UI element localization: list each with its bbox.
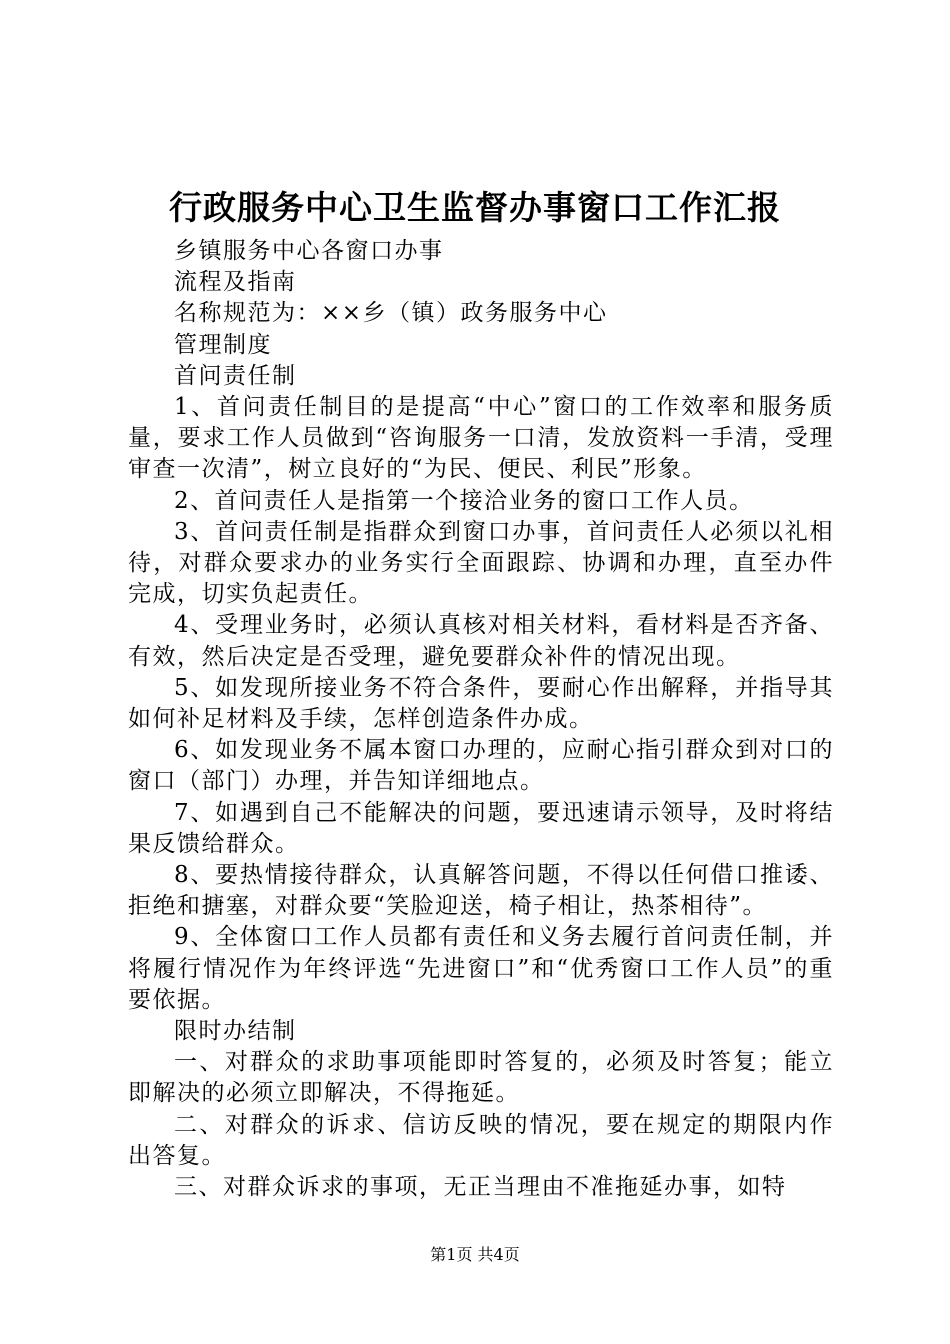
paragraph: 9、全体窗口工作人员都有责任和义务去履行首问责任制，并将履行情况作为年终评选“先进窗口”和“优秀窗口工作人员”的重要依据。 (128, 924, 834, 1013)
section-heading-time-limit: 限时办结制 (174, 1018, 297, 1045)
paragraph: 乡镇服务中心各窗口办事 (174, 238, 444, 264)
section-heading-first-inquiry: 首问责任制 (174, 362, 297, 389)
document-title: 行政服务中心卫生监督办事窗口工作汇报 (169, 188, 781, 227)
section-heading-management: 管理制度 (174, 331, 272, 358)
paragraph: 1、首问责任制目的是提高“中心”窗口的工作效率和服务质量，要求工作人员做到“咨询服务一口清，发放资料一手清，受理审查一次清”，树立良好的“为民、便民、利民”形象。 (128, 394, 834, 483)
paragraph: 3、首问责任制是指群众到窗口办事，首问责任人必须以礼相待，对群众要求办的业务实行全面跟踪、协调和办理，直至办件完成，切实负起责任。 (128, 518, 834, 608)
paragraph: 2、首问责任人是指第一个接洽业务的窗口工作人员。 (174, 487, 754, 514)
paragraph: 流程及指南 (174, 269, 297, 296)
paragraph: 7、如遇到自己不能解决的问题，要迅速请示领导，及时将结果反馈给群众。 (128, 799, 834, 857)
paragraph: 5、如发现所接业务不符合条件，要耐心作出解释，并指导其如何补足材料及手续，怎样创造条件办成。 (128, 674, 834, 733)
page-number-footer: 第1页 共4页 (430, 1245, 520, 1264)
document-body (128, 236, 834, 1203)
paragraph: 三、对群众诉求的事项，无正当理由不准拖延办事，如特 (174, 1174, 787, 1201)
paragraph: 6、如发现业务不属本窗口办理的，应耐心指引群众到对口的窗口（部门）办理，并告知详细地点。 (128, 737, 834, 795)
paragraph: 二、对群众的诉求、信访反映的情况，要在规定的期限内作出答复。 (128, 1111, 834, 1169)
paragraph: 一、对群众的求助事项能即时答复的，必须及时答复；能立即解决的必须立即解决，不得拖延。 (128, 1049, 834, 1107)
paragraph: 4、受理业务时，必须认真核对相关材料，看材料是否齐备、有效，然后决定是否受理，避免要群众补件的情况出现。 (128, 612, 834, 670)
paragraph: 名称规范为：××乡（镇）政务服务中心 (174, 300, 608, 327)
paragraph: 8、要热情接待群众，认真解答问题，不得以任何借口推诿、拒绝和搪塞，对群众要“笑脸迎送，椅子相让，热茶相待”。 (128, 862, 834, 920)
